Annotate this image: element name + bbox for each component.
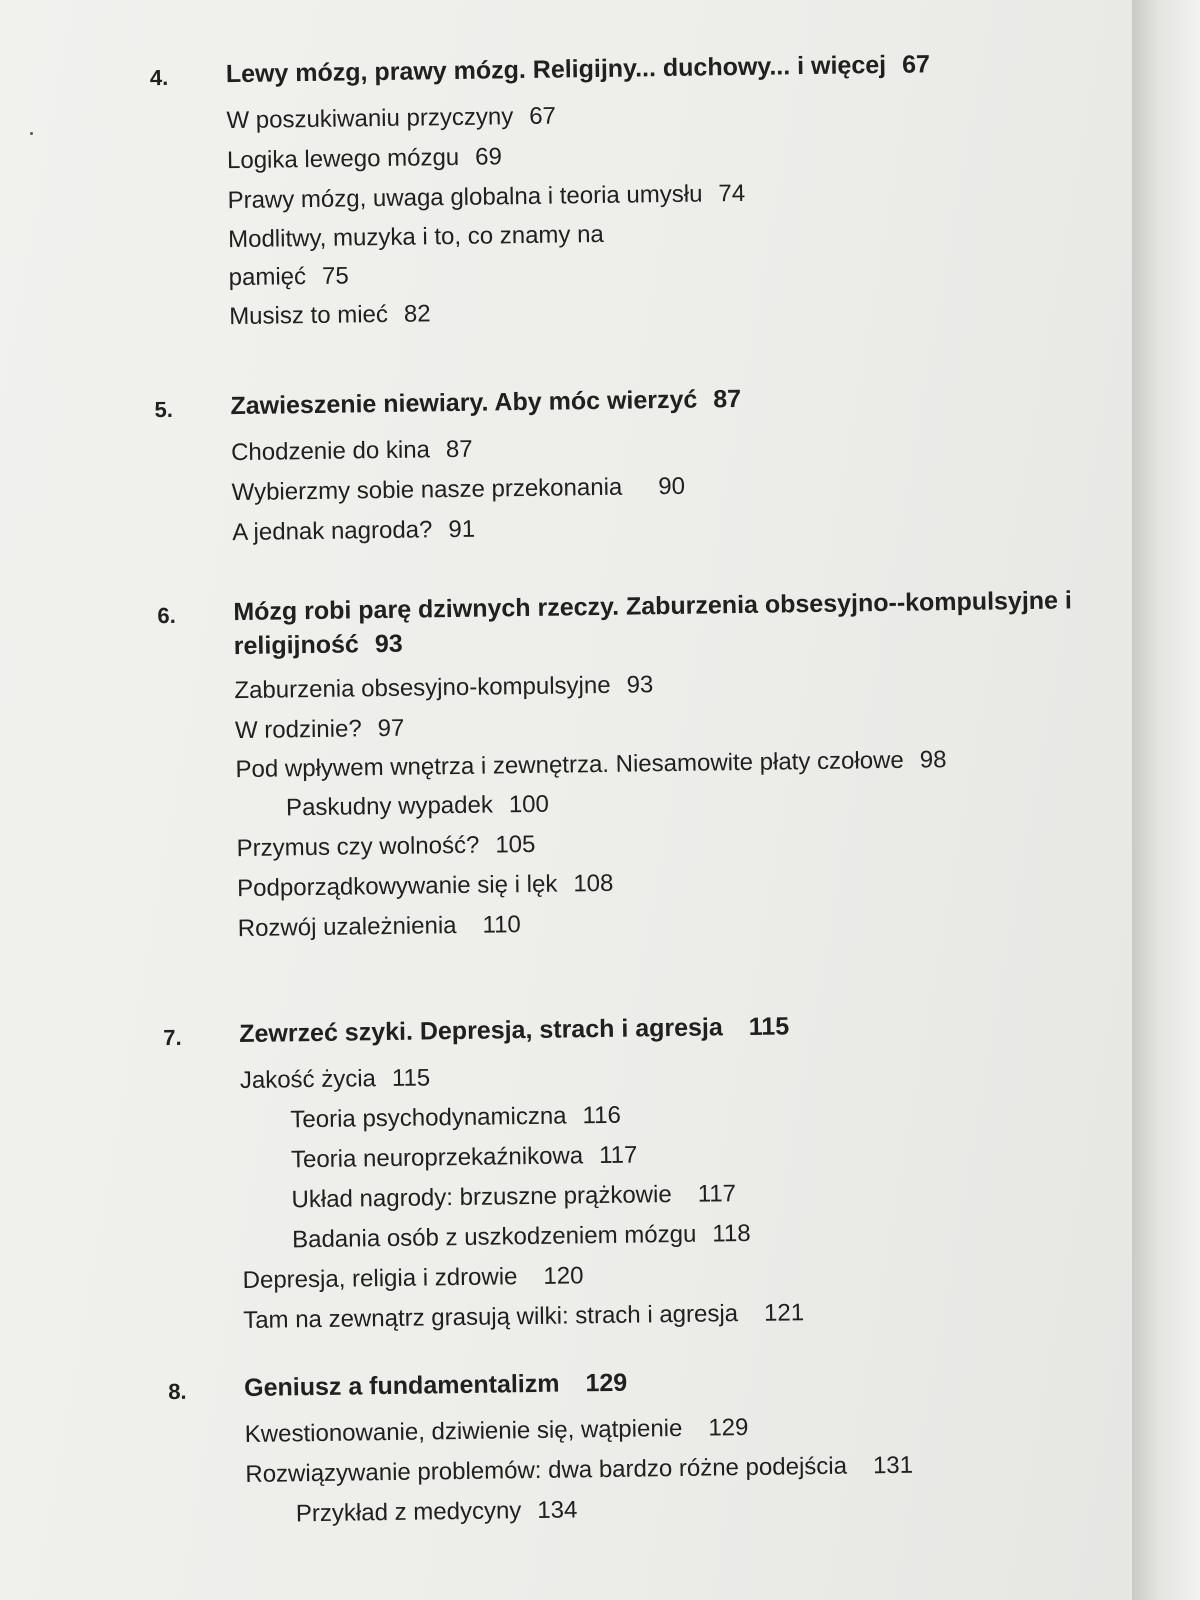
entry-title: Logika lewego mózgu [226,143,460,175]
entry-page: 115 [391,1064,431,1092]
entry-title: Zaburzenia obsesyjno-kompulsyjne [234,671,611,705]
entry-title: A jednak nagroda? [232,516,433,547]
entry-title: Badania osób z uszkodzeniem mózgu [291,1220,697,1254]
entry-title: Układ nagrody: brzuszne prążkowie [291,1181,672,1214]
section-list [240,1049,1108,1341]
entry-title: Przymus czy wolność? [236,831,480,863]
chapter-6 [157,583,1102,950]
chapter-5 [154,377,1096,554]
chapter-page-number: 67 [901,50,931,79]
entry-page: 90 [658,472,686,501]
section-list [234,659,1102,949]
entry-page: 110 [482,911,521,939]
chapter-title-block [239,1005,1103,1051]
entry-page: 69 [474,143,503,171]
chapter-page-number: 115 [748,1012,790,1041]
chapter-heading [168,1359,1108,1408]
entry-title: W rodzinie? [234,715,362,745]
chapter-title: Lewy mózg, prawy mózg. Religijny... duchowy... i więcej [225,50,887,89]
entry-page: 116 [582,1101,621,1130]
entry-title: Rozwój uzależnienia [237,912,457,943]
entry-page: 118 [712,1219,751,1248]
entry-title: Chodzenie do kina [230,436,431,467]
chapter-title-block [244,1359,1108,1405]
chapter-number: 5. [154,396,174,423]
entry-page: 93 [626,671,654,699]
entry-page: 97 [377,714,405,743]
entry-page: 87 [445,435,473,464]
chapter-title-block [226,47,966,91]
chapter-title: Mózg robi parę dziwnych rzeczy. Zaburzenia obsesyjno--kompulsyjne i religijność [233,586,1073,661]
entry-title: Prawy mózg, uwaga globalna i teoria umysłu [227,180,703,215]
entry-title: Przykład z medycyny [295,1497,522,1528]
entry-page: 134 [537,1496,578,1524]
chapter-title-block [233,583,1084,663]
entry-title: Podporządkowywanie się i lęk [237,870,558,903]
entry-title: Jakość życia [239,1065,377,1095]
entry-page: 91 [448,515,476,544]
chapter-heading [163,1005,1103,1054]
chapter-number: 7. [163,1024,182,1051]
section-list [245,1403,1111,1535]
entry-title: Depresja, religia i zdrowie [242,1263,518,1295]
entry-title: Kwestionowanie, dziwienie się, wątpienie [244,1414,683,1449]
chapter-number: 8. [168,1378,187,1405]
chapter-heading [150,45,1090,94]
chapter-title: Zewrzeć szyki. Depresja, strach i agresja [239,1013,723,1049]
entry-page: 108 [573,869,614,898]
entry-title: Pod wpływem wnętrza i zewnętrza. Niesamowite płaty czołowe [235,746,904,784]
chapter-8 [168,1359,1110,1536]
chapter-title-block [230,377,1094,423]
entry-title: Rozwiązywanie problemów: dwa bardzo różne podejścia [245,1452,848,1489]
entry-page: 131 [872,1451,914,1480]
entry-page: 100 [508,790,550,819]
entry-title: W poszukiwaniu przyczyny [226,103,514,135]
chapter-page-number: 87 [713,384,742,414]
chapter-heading [154,377,1094,426]
chapter-heading [157,583,1098,664]
entry-title: Teoria psychodynamiczna [290,1102,567,1134]
entry-title: Tam na zewnątrz grasują wilki: strach i agresja [243,1300,739,1335]
entry-page: 105 [495,830,536,859]
entry-title: Teoria neuroprzekaźnikowa [290,1142,584,1174]
section-list [226,89,1093,337]
entry-page: 75 [321,262,349,290]
entry-page: 67 [529,102,557,130]
chapter-page-number: 129 [585,1368,628,1398]
entry-page: 129 [708,1413,749,1442]
chapter-page-number: 93 [374,629,403,659]
entry-title: Modlitwy, muzyka i to, co znamy na pamięć [227,220,604,292]
entry-title: Musisz to mieć [229,300,389,331]
entry-page: 74 [718,179,746,208]
chapter-number: 4. [149,64,169,91]
toc-entry [228,215,669,297]
entry-page: 117 [697,1180,737,1208]
chapter-title: Geniusz a fundamentalizm [243,1369,560,1403]
entry-page: 82 [403,300,431,328]
entry-page: 117 [598,1141,638,1170]
entry-page: 120 [543,1262,584,1290]
page-edge [1132,0,1200,1600]
chapter-number: 6. [157,602,176,629]
entry-title: Wybierzmy sobie nasze przekonania [231,473,623,507]
entry-title: Paskudny wypadek [285,791,494,822]
chapter-title: Zawieszenie niewiary. Aby móc wierzyć [230,385,698,421]
chapter-7 [163,1005,1107,1342]
section-list [231,421,1097,553]
entry-page: 121 [763,1299,805,1327]
chapter-4 [150,45,1094,338]
entry-page: 98 [919,746,947,774]
